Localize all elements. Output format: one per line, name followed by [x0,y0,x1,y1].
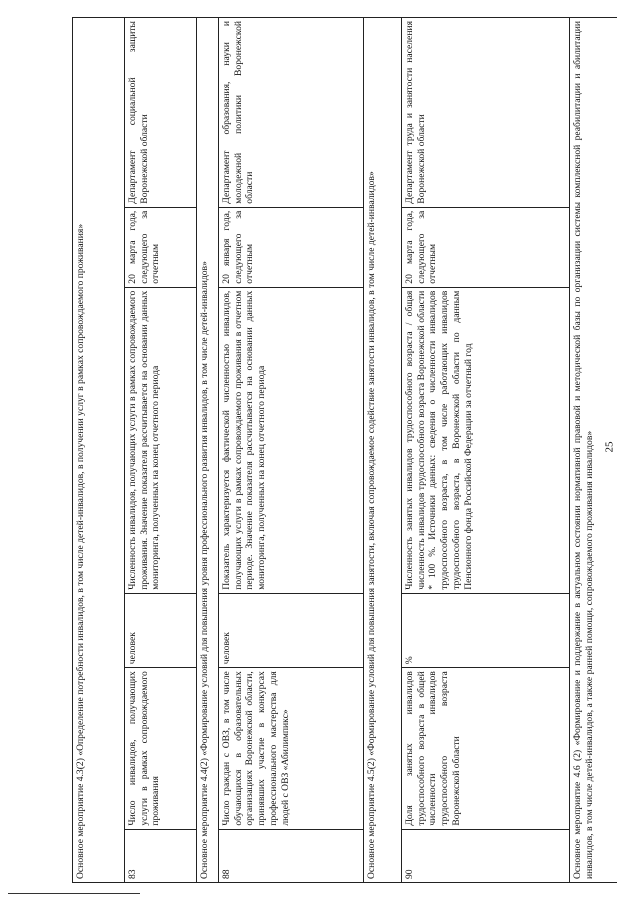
footnote-separator [8,893,140,894]
reporting-deadline: 20 марта года, следующего за отчетным [125,207,197,287]
unit-of-measure: человек [219,593,364,667]
responsible-body: Департамент образования, науки и молодежной политики Воронежской области [219,18,364,208]
calculation-method: Численность занятых инвалидов трудоспособного возраста / общая численность инвалидов трудоспособного возраста Воронежской области * 100 %. Источники данных: сведения о численности инвалидов трудоспособного возраста, в том числе работающих инвалидов трудоспособного возраста, в Воронежской области по данным Пенсионного фонда Российской Федерации за отчетный год [402,287,570,593]
table-row [219,18,364,883]
rotated-table-viewport [72,17,617,883]
calculation-method: Показатель характеризуется фактической численностью инвалидов, получающих услуги в рамках сопровождаемого проживания в отчетном периоде. Значение показателя рассчитывается на основании данных мониторинга, полученных на конец отчетного периода [219,287,364,593]
rotated-sheet [72,17,617,883]
reporting-deadline: 20 января года, следующего за отчетным [219,207,364,287]
unit-of-measure: человек [125,593,197,667]
table-row [402,18,570,883]
responsible-body: Департамент социальной защиты Воронежской области [125,18,197,208]
indicator-name: Число граждан с ОВЗ, в том числе обучающихся в образовательных организациях Воронежской области, принявших участие в конкурсах профессионального мастерства для людей с ОВЗ «Абилимпикс» [219,668,364,829]
indicator-name: Число инвалидов, получающих услуги в рамках сопровождаемого проживания [125,668,197,829]
calculation-method: Численность инвалидов, получающих услуги в рамках сопровождаемого проживания. Значение показателя рассчитывается на основании данных мониторинга, полученных на конец отчетного периода [125,287,197,593]
indicators-table [72,17,617,883]
indicator-name: Доля занятых инвалидов трудоспособного возраста в общей численности инвалидов трудоспособного возраста Воронежской области [402,668,570,829]
reporting-deadline: 20 марта года, следующего за отчетным [402,207,570,287]
row-number: 83 [125,829,197,882]
row-number: 90 [402,829,570,882]
unit-of-measure: % [402,593,570,667]
page-number: 25 [603,441,616,453]
row-number: 88 [219,829,364,882]
table-row [125,18,197,883]
section-heading-4-3: Основное мероприятие 4.3(2) «Определение потребности инвалидов, в том числе детей-инвалидов, в получении услуг в рамках сопровождаемого проживания» [73,18,125,883]
responsible-body: Департамент труда и занятости населения Воронежской области [402,18,570,208]
section-heading-4-5: Основное мероприятие 4.5(2) «Формирование условий для повышения занятости, включая сопровождаемое содействие занятости инвалидов, в том числе детей-инвалидов» [364,18,402,883]
section-heading-4-4: Основное мероприятие 4.4(2) «Формирование условий для повышения уровня профессионального развития инвалидов, в том числе детей-инвалидов» [197,18,219,883]
section-heading-4-6: Основное мероприятие 4.6 (2) «Формирование и поддержание в актуальном состоянии нормативной правовой и методической базы по организации системы комплексной реабилитации и абилитации инвалидов, в том числе детей-инвалидов, а также ранней помощи, сопровождаемого проживания инвалидов» [570,18,618,883]
